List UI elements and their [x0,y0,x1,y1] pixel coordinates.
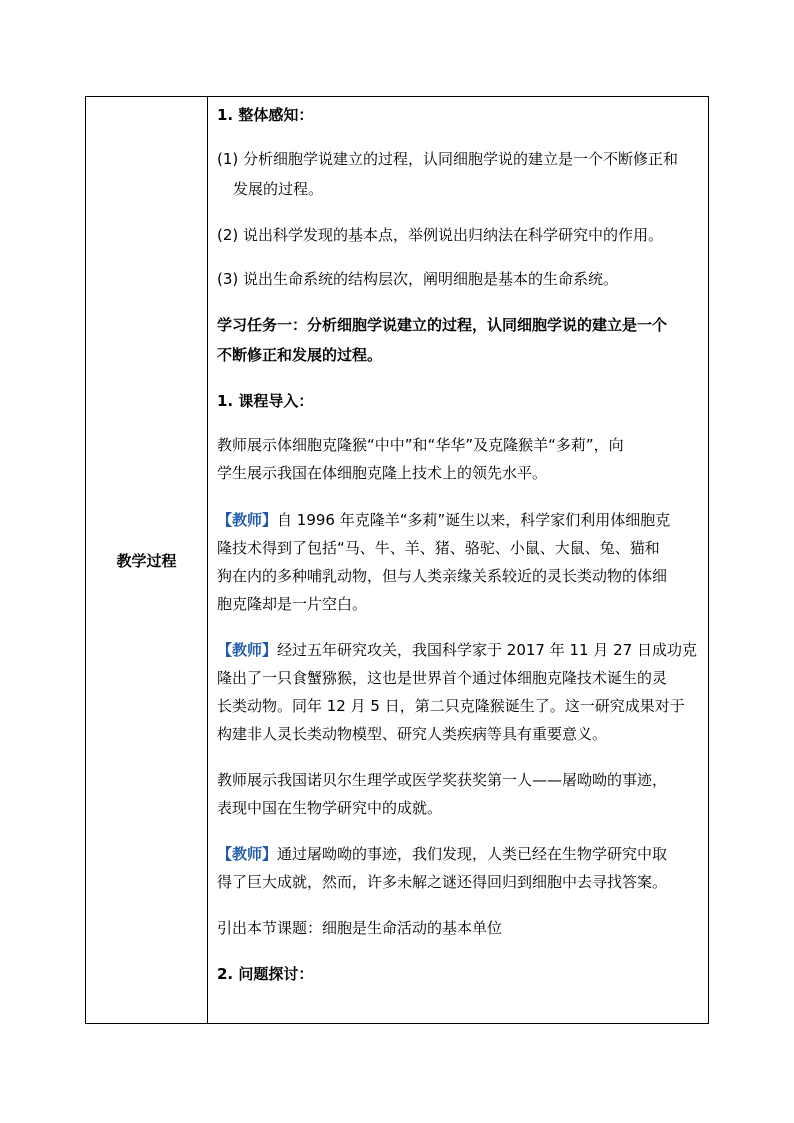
tu-youyou-para-line-2: 表现中国在生物学研究中的成就。 [217,799,443,817]
teacher-para-1-line-4: 胞克隆却是一片空白。 [217,595,368,613]
objective-3: (3) 说出生命系统的结构层次，阐明细胞是基本的生命系统。 [217,270,619,288]
teacher-para-2-line-2: 隆出了一只食蟹猕猴，这也是世界首个通过体细胞克隆技术诞生的灵 [217,669,668,687]
objective-1-cont: 发展的过程。 [233,180,324,198]
intro-para-line-2: 学生展示我国在体细胞克隆上技术上的领先水平。 [217,464,548,482]
heading-intro: 1. 课程导入： [217,392,314,410]
objective-1: (1) 分析细胞学说建立的过程，认同细胞学说的建立是一个不断修正和 [217,150,679,168]
teacher-tag: 【教师】 [217,511,278,529]
teacher-para-2-line-4: 构建非人灵长类动物模型、研究人类疾病等具有重要意义。 [217,725,608,743]
teacher-para-2-line-3: 长类动物。同年 12 月 5 日，第二只克隆猴诞生了。这一研究成果对于 [217,697,685,715]
objective-2: (2) 说出科学发现的基本点，举例说出归纳法在科学研究中的作用。 [217,226,664,244]
heading-overview: 1. 整体感知： [217,106,314,124]
section-label: 教学过程 [116,551,177,570]
teacher-tag: 【教师】 [217,641,278,659]
task-1-heading: 学习任务一：分析细胞学说建立的过程，认同细胞学说的建立是一个 [217,316,668,334]
topic-line: 引出本节课题：细胞是生命活动的基本单位 [217,919,503,937]
teacher-para-2-line-1: 【教师】经过五年研究攻关，我国科学家于 2017 年 11 月 27 日成功克 [217,641,697,659]
lesson-table [85,96,709,1024]
heading-discussion: 2. 问题探讨： [217,965,314,983]
column-divider [207,97,208,1023]
teacher-tag: 【教师】 [217,845,278,863]
task-1-heading-cont: 不断修正和发展的过程。 [217,346,383,364]
teacher-para-1-line-1: 【教师】自 1996 年克隆羊“多莉”诞生以来，科学家们利用体细胞克 [217,511,671,529]
teacher-para-1-line-3: 狗在内的多种哺乳动物，但与人类亲缘关系较近的灵长类动物的体细 [217,567,668,585]
intro-para-line-1: 教师展示体细胞克隆猴“中中”和“华华”及克隆猴羊“多莉”，向 [217,436,624,454]
tu-youyou-para-line-1: 教师展示我国诺贝尔生理学或医学奖获奖第一人——屠呦呦的事迹， [217,771,668,789]
teacher-para-3-line-2: 得了巨大成就，然而，许多未解之谜还得回归到细胞中去寻找答案。 [217,873,668,891]
teacher-para-1-line-2: 隆技术得到了包括“马、牛、羊、猪、骆驼、小鼠、大鼠、兔、猫和 [217,539,660,557]
teacher-para-3-line-1: 【教师】通过屠呦呦的事迹，我们发现，人类已经在生物学研究中取 [217,845,668,863]
